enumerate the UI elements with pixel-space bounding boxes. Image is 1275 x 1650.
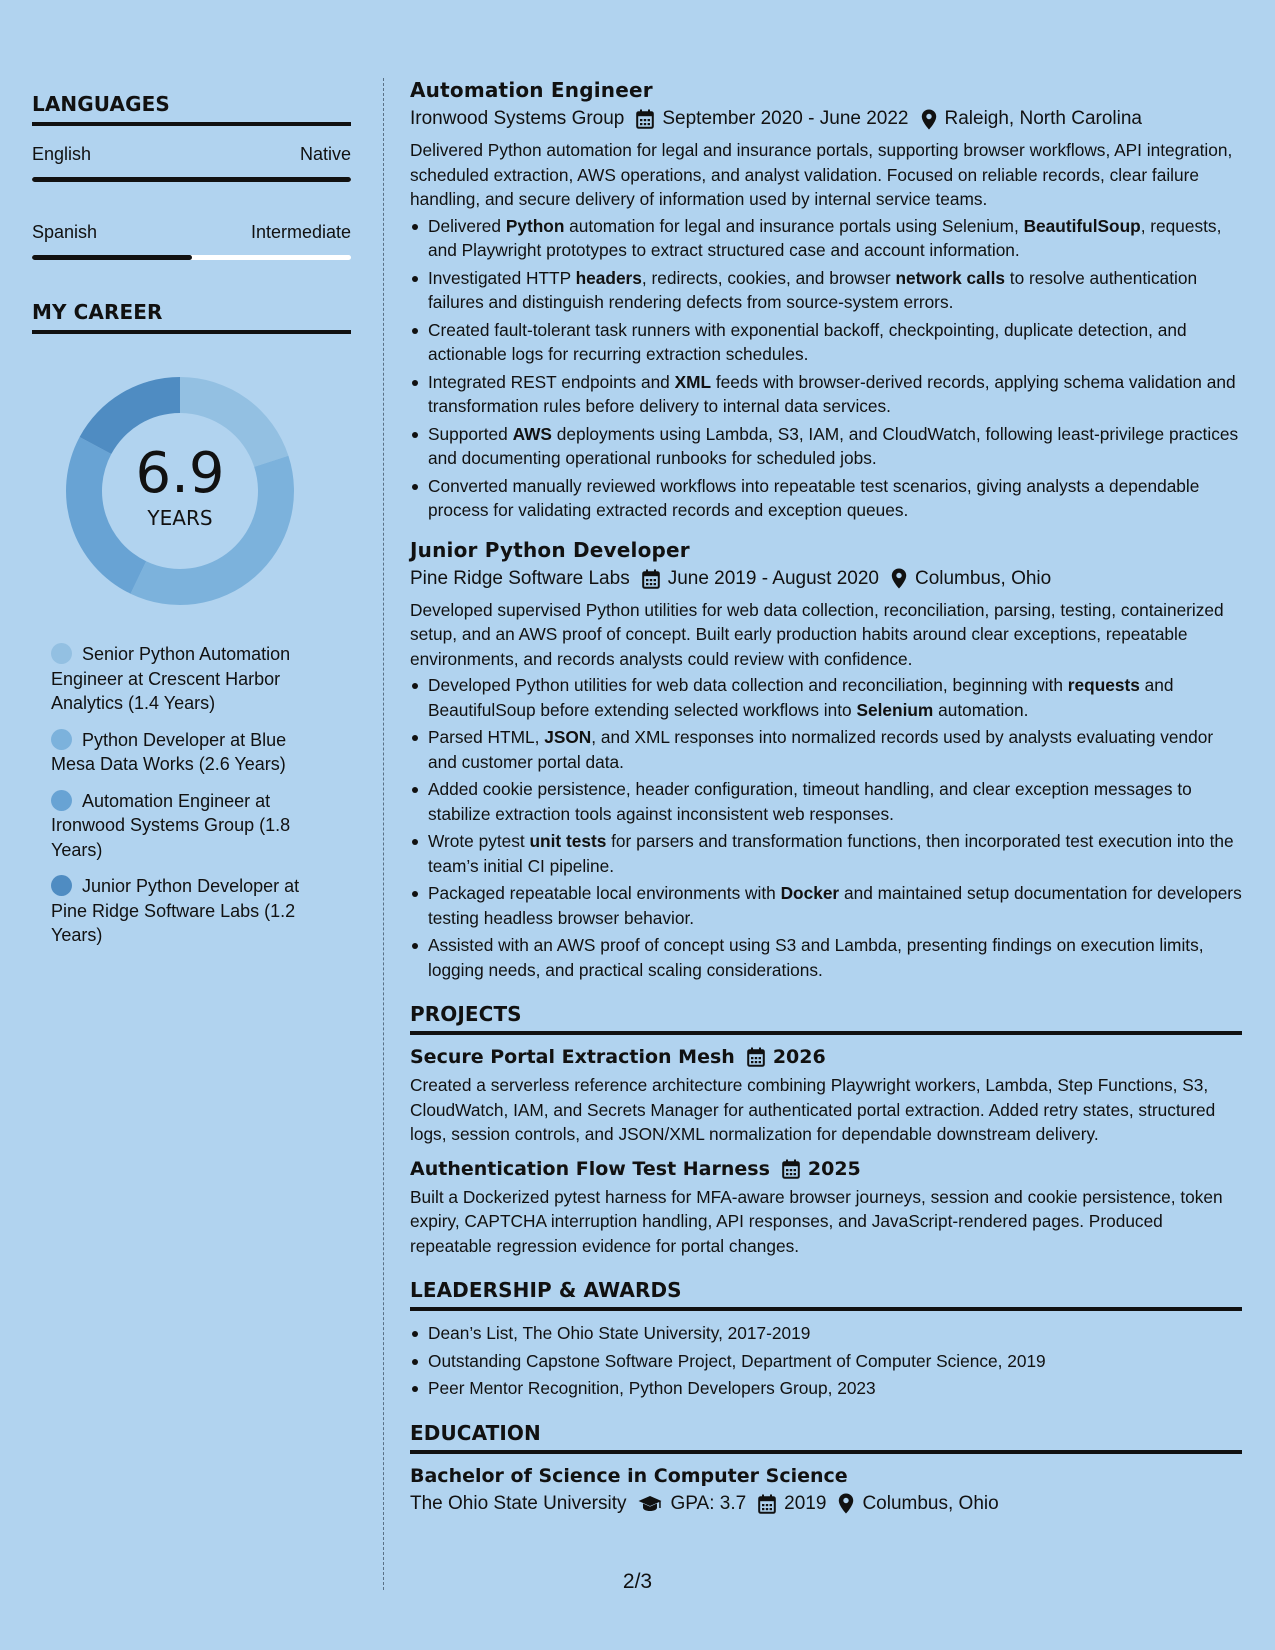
- awards-section: [410, 1278, 1242, 1401]
- location-pin-icon: [921, 109, 937, 130]
- project-name: Secure Portal Extraction Mesh: [410, 1046, 735, 1068]
- job-bullet: Wrote pytest unit tests for parsers and transformation functions, then incorporated test execution into the team’s initial CI pipeline.: [410, 829, 1242, 878]
- location-pin-icon: [838, 1493, 854, 1514]
- legend-dot: [51, 729, 72, 750]
- language-item: [32, 222, 351, 260]
- project-year: 2025: [807, 1157, 861, 1180]
- job-summary: Delivered Python automation for legal and insurance portals, supporting browser workflows, API integration, scheduled extraction, AWS operations, and analyst validation. Focused on reliable records, clear failure handling, and secure delivery of information used by internal service teams.: [410, 140, 1233, 209]
- education-meta: [410, 1493, 1242, 1515]
- job-dates: June 2019 - August 2020: [667, 567, 879, 589]
- job-title: Automation Engineer: [410, 78, 653, 102]
- language-proficiency-bar: [32, 255, 351, 260]
- career-total-years: 6.9: [135, 441, 225, 506]
- job-bullet: Assisted with an AWS proof of concept using S3 and Lambda, presenting findings on execution limits, logging needs, and practical scaling considerations.: [410, 933, 1242, 982]
- calendar-icon: [642, 569, 660, 589]
- job-bullet: Investigated HTTP headers, redirects, cookies, and browser network calls to resolve authentication failures and distinguish rendering defects from source-system errors.: [410, 266, 1242, 315]
- education-section: [410, 1421, 1242, 1515]
- job-company: Pine Ridge Software Labs: [410, 567, 630, 589]
- career-legend-item: [51, 789, 351, 863]
- sidebar: [32, 92, 351, 960]
- career-total-unit: YEARS: [147, 506, 213, 530]
- job-bullet: Packaged repeatable local environments with Docker and maintained setup documentation for developers testing headless browser behavior.: [410, 881, 1242, 930]
- career-legend: [32, 642, 351, 948]
- legend-dot: [51, 875, 72, 896]
- education-degree: Bachelor of Science in Computer Science: [410, 1464, 848, 1487]
- awards-heading: LEADERSHIP & AWARDS: [410, 1278, 1242, 1311]
- legend-label: Junior Python Developer at Pine Ridge Software Labs (1.2 Years): [51, 876, 300, 945]
- language-level: Intermediate: [250, 222, 351, 242]
- calendar-icon: [636, 109, 654, 129]
- education-location: Columbus, Ohio: [862, 1492, 999, 1514]
- language-item: [32, 144, 351, 182]
- column-divider: [383, 78, 384, 1590]
- job-bullet: Delivered Python automation for legal and insurance portals using Selenium, BeautifulSoup, requests, and Playwright prototypes to extract structured case and account information.: [410, 214, 1242, 263]
- awards-list: [410, 1321, 1242, 1401]
- education-year: 2019: [784, 1492, 827, 1514]
- calendar-icon: [758, 1494, 776, 1514]
- language-name: Spanish: [32, 222, 98, 242]
- award-item: Dean’s List, The Ohio State University, 2017-2019: [410, 1321, 1242, 1346]
- project-description: Built a Dockerized pytest harness for MFA-aware browser journeys, session and cookie persistence, token expiry, CAPTCHA interruption handling, API responses, and JavaScript-rendered pages. Produced repeatable regression evidence for portal changes.: [410, 1186, 1223, 1256]
- project-year: 2026: [772, 1046, 826, 1068]
- job-location: Raleigh, North Carolina: [944, 108, 1142, 129]
- career-donut-chart: [65, 376, 295, 606]
- language-proficiency-fill: [32, 177, 351, 182]
- job-entry: [410, 538, 1242, 983]
- career-legend-item: [51, 874, 351, 948]
- languages-heading: LANGUAGES: [32, 92, 351, 126]
- graduation-cap-icon: [638, 1495, 662, 1513]
- calendar-icon: [782, 1159, 800, 1179]
- page-number-text: 2/3: [622, 1570, 653, 1593]
- job-bullet: Created fault-tolerant task runners with exponential backoff, checkpointing, duplicate detection, and actionable logs for recurring extraction schedules.: [410, 318, 1242, 367]
- job-bullets: [410, 673, 1242, 982]
- legend-label: Automation Engineer at Ironwood Systems Group (1.8 Years): [51, 790, 291, 860]
- language-proficiency-bar: [32, 177, 351, 182]
- legend-label: Senior Python Automation Engineer at Crescent Harbor Analytics (1.4 Years): [51, 644, 291, 713]
- language-name: English: [32, 144, 92, 164]
- project-entry: [410, 1158, 1242, 1259]
- job-dates: September 2020 - June 2022: [662, 108, 909, 129]
- award-item: Outstanding Capstone Software Project, Department of Computer Science, 2019: [410, 1349, 1242, 1374]
- job-company: Ironwood Systems Group: [410, 108, 625, 129]
- education-school: The Ohio State University: [410, 1492, 627, 1514]
- location-pin-icon: [891, 568, 907, 589]
- project-name: Authentication Flow Test Harness: [410, 1157, 770, 1180]
- award-item: Peer Mentor Recognition, Python Developers Group, 2023: [410, 1376, 1242, 1401]
- job-meta: [410, 568, 1242, 590]
- job-title: Junior Python Developer: [410, 537, 690, 562]
- career-legend-item: [51, 642, 351, 716]
- project-entry: [410, 1046, 1242, 1147]
- job-bullet: Converted manually reviewed workflows into repeatable test scenarios, giving analysts a dependable process for validating extracted records and exception queues.: [410, 474, 1242, 523]
- projects-section: [410, 1002, 1242, 1258]
- legend-label: Python Developer at Blue Mesa Data Works (2.6 Years): [51, 729, 287, 774]
- language-proficiency-fill: [32, 255, 192, 260]
- projects-heading: PROJECTS: [410, 1002, 1242, 1035]
- page-number: [0, 1570, 1275, 1594]
- job-bullet: Parsed HTML, JSON, and XML responses into normalized records used by analysts evaluating vendor and customer portal data.: [410, 725, 1242, 774]
- language-level: Native: [299, 144, 351, 164]
- job-bullets: [410, 214, 1242, 523]
- job-bullet: Added cookie persistence, header configuration, timeout handling, and clear exception messages to stabilize extraction tools against inconsistent web responses.: [410, 777, 1242, 826]
- legend-dot: [51, 790, 72, 811]
- legend-dot: [51, 643, 72, 664]
- education-gpa: GPA: 3.7: [670, 1492, 747, 1514]
- job-summary: Developed supervised Python utilities for web data collection, reconciliation, parsing, testing, containerized setup, and an AWS proof of concept. Built early production habits around clear exceptions, repeatable environments, and records analysts could review with confidence.: [410, 599, 1224, 669]
- job-bullet: Developed Python utilities for web data collection and reconciliation, beginning with requests and BeautifulSoup before extending selected workflows into Selenium automation.: [410, 673, 1242, 722]
- career-heading: MY CAREER: [32, 300, 351, 334]
- job-entry: [410, 78, 1242, 523]
- languages-list: [32, 144, 351, 260]
- job-bullet: Integrated REST endpoints and XML feeds with browser-derived records, applying schema validation and transformation rules before delivery to internal data services.: [410, 370, 1242, 419]
- job-bullet: Supported AWS deployments using Lambda, S3, IAM, and CloudWatch, following least-privilege practices and documenting operational runbooks for scheduled jobs.: [410, 422, 1242, 471]
- project-description: Created a serverless reference architecture combining Playwright workers, Lambda, Step Functions, S3, CloudWatch, IAM, and Secrets Manager for authenticated portal extraction. Added retry states, structured logs, session controls, and JSON/XML normalization for dependable downstream delivery.: [410, 1075, 1216, 1144]
- job-location: Columbus, Ohio: [914, 567, 1052, 589]
- job-meta: [410, 108, 1242, 130]
- main-content: [410, 78, 1242, 1515]
- calendar-icon: [747, 1047, 765, 1067]
- education-heading: EDUCATION: [410, 1421, 1242, 1454]
- career-legend-item: [51, 728, 351, 777]
